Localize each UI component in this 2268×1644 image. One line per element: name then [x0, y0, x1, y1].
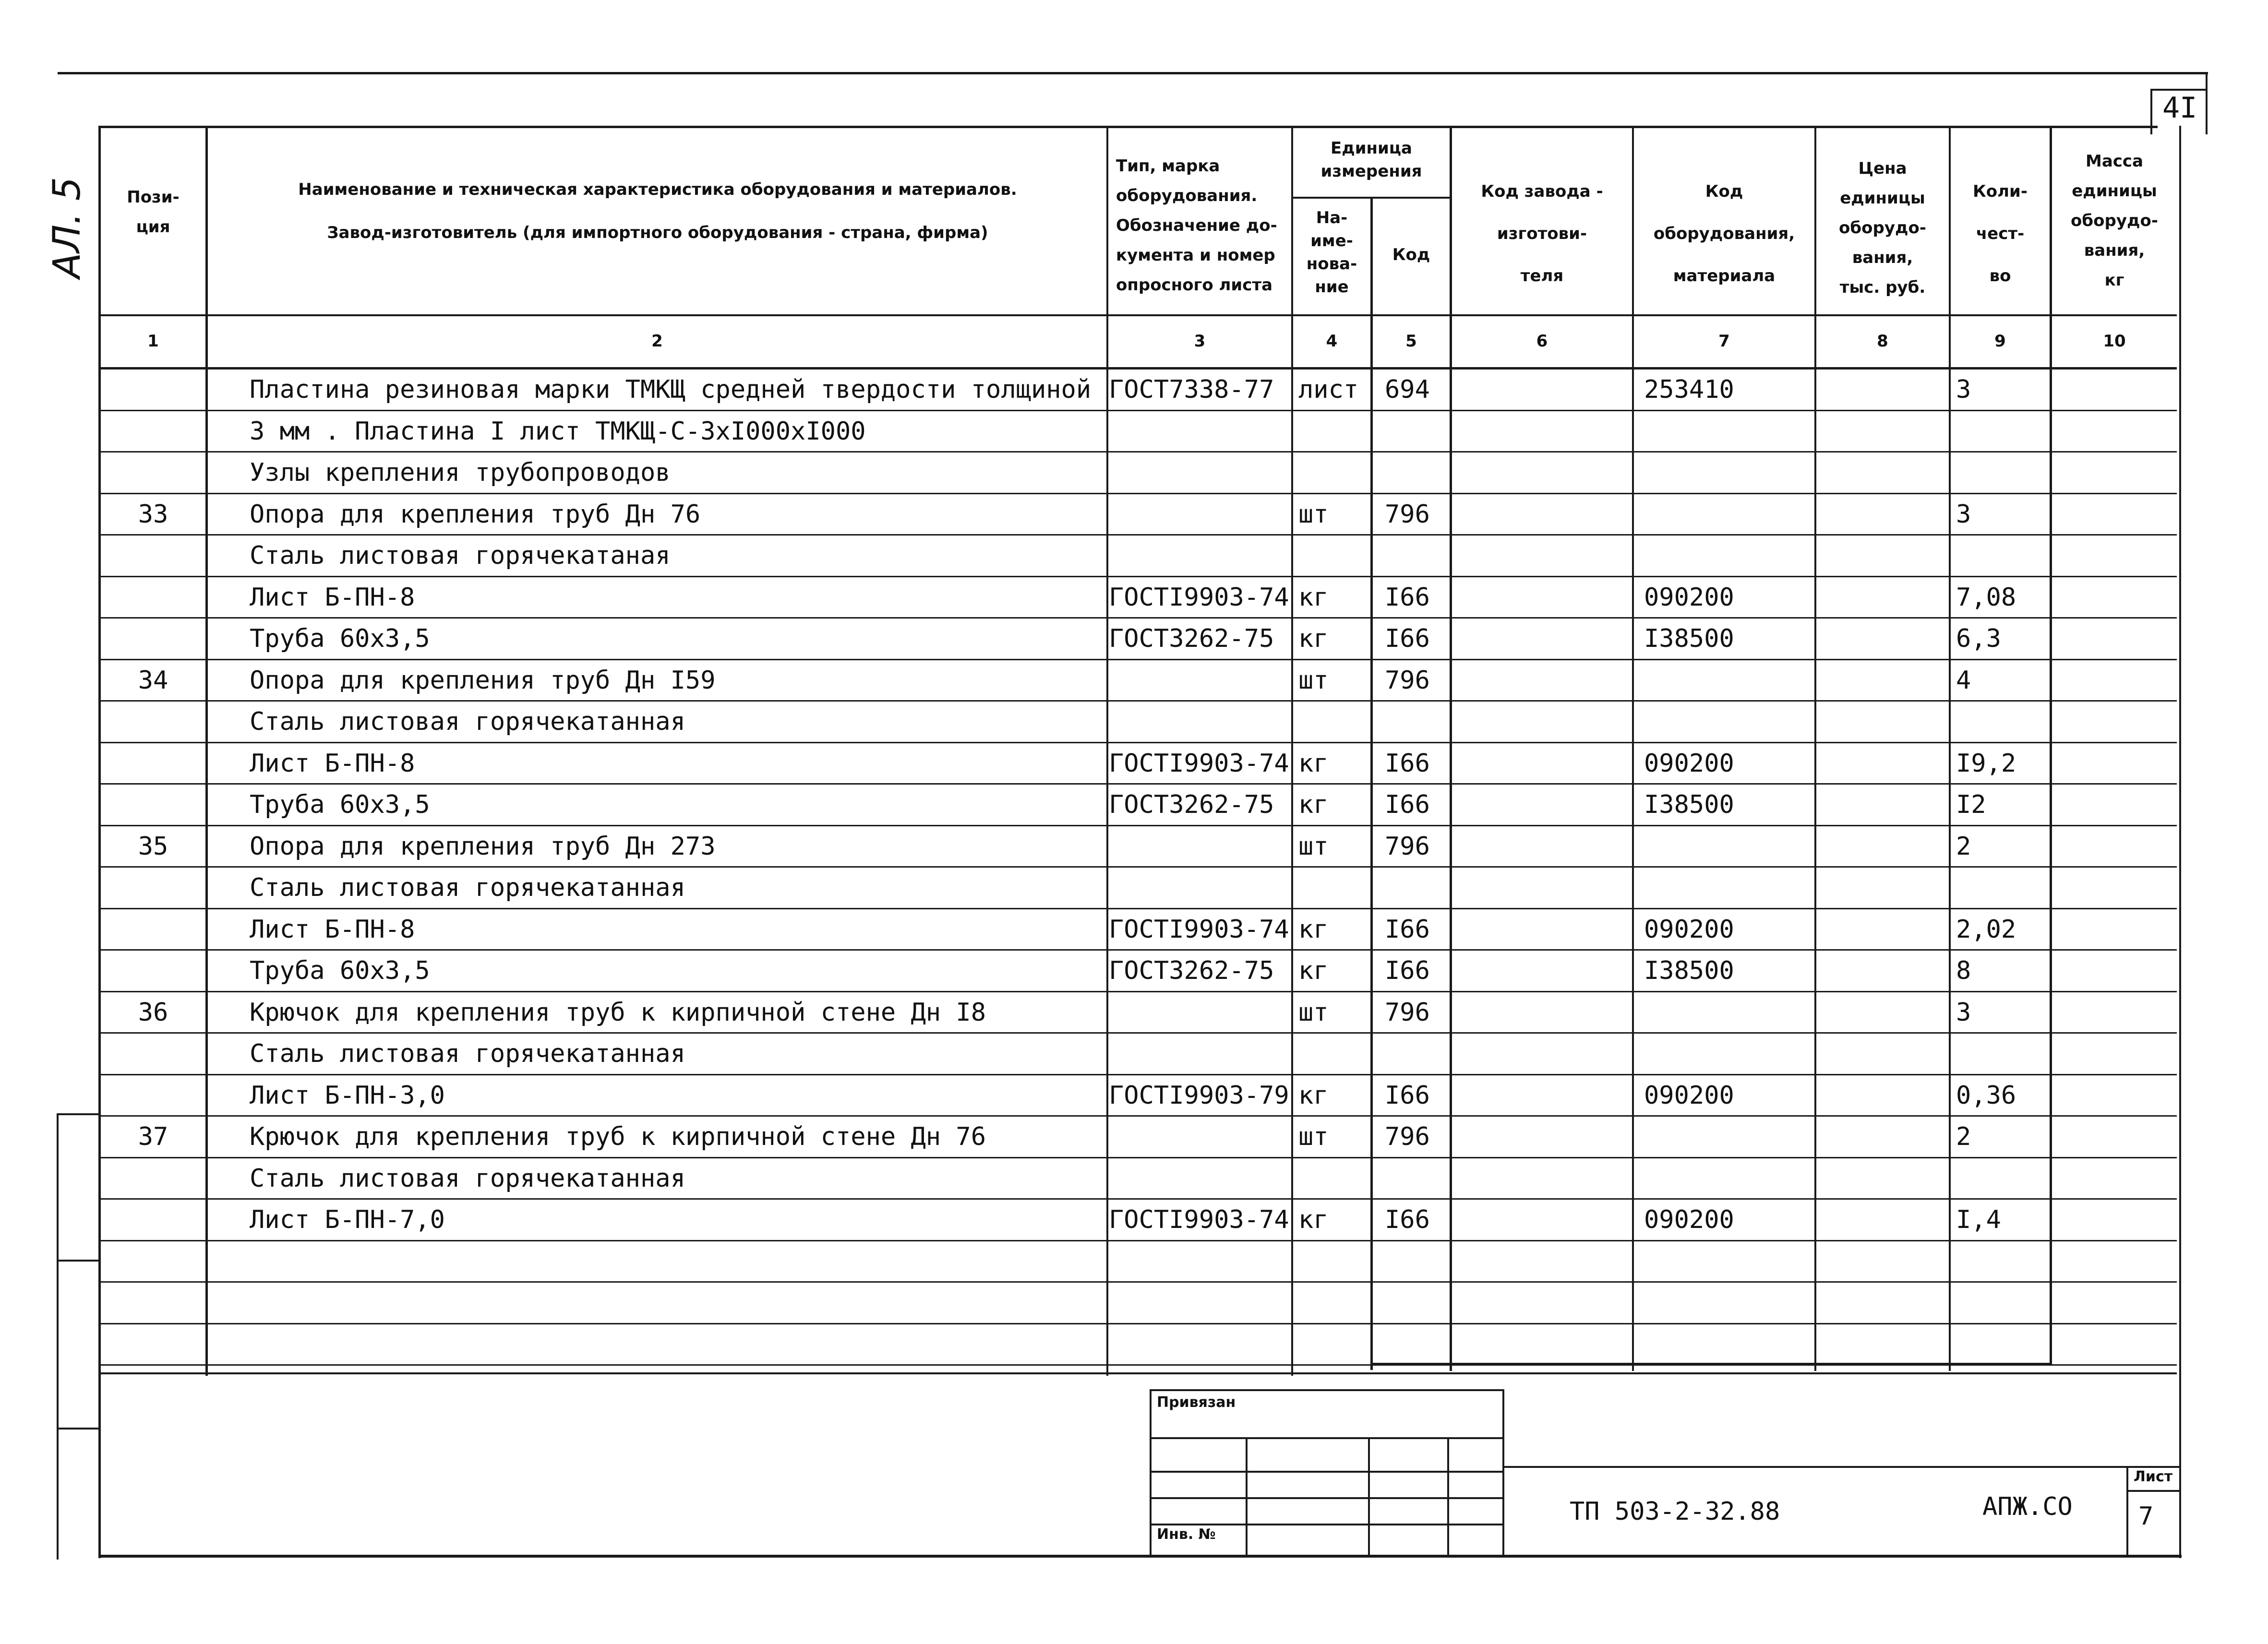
- header-doc: Тип, марка оборудования. Обозначение до- кумента и номер опросного листа: [1116, 156, 1277, 295]
- cell-ucode: I66: [1385, 956, 1430, 985]
- cell-unit: кг: [1298, 915, 1329, 944]
- cell-ucode: 796: [1385, 666, 1430, 695]
- row-divider: [98, 1323, 2177, 1324]
- cell-ucode: I66: [1385, 915, 1430, 944]
- cell-ucode: I66: [1385, 749, 1430, 778]
- cell-qty: I,4: [1956, 1205, 2001, 1234]
- row-divider: [98, 617, 2177, 619]
- header-unit: Единица измерения: [1320, 139, 1422, 181]
- col-number: 7: [1718, 332, 1730, 351]
- cell-ucode: 694: [1385, 375, 1430, 404]
- stamp-section: АПЖ.СО: [1982, 1492, 2073, 1521]
- header-unit-code: Код: [1392, 245, 1430, 264]
- row-divider: [98, 659, 2177, 660]
- cell-unit: шт: [1298, 1122, 1329, 1151]
- cell-doc: ГОСТI9903-79: [1109, 1081, 1289, 1110]
- cell-qty: I2: [1956, 790, 1986, 819]
- cell-name: Лист Б-ПН-3,0: [250, 1081, 445, 1110]
- cell-name: Крючок для крепления труб к кирпичной стене Дн 76: [250, 1122, 986, 1151]
- cell-qty: 3: [1956, 375, 1971, 404]
- col-number: 4: [1326, 332, 1338, 351]
- cell-eqcode: I38500: [1644, 956, 1734, 985]
- stamp-inv-label: Инв. №: [1157, 1526, 1216, 1543]
- col-number: 9: [1994, 332, 2006, 351]
- row-divider: [98, 1115, 2177, 1117]
- cell-ucode: 796: [1385, 998, 1430, 1027]
- cell-name: Опора для крепления труб Дн 273: [250, 832, 716, 861]
- cell-pos: 34: [138, 666, 168, 695]
- cell-name: Узлы крепления трубопроводов: [250, 458, 671, 487]
- cell-unit: шт: [1298, 666, 1329, 695]
- col-number: 1: [147, 332, 159, 351]
- cell-qty: 8: [1956, 956, 1971, 985]
- header-pos: Пози- ция: [127, 188, 180, 237]
- cell-eqcode: 090200: [1644, 915, 1734, 944]
- cell-qty: 3: [1956, 500, 1971, 529]
- cell-unit: шт: [1298, 500, 1329, 529]
- cell-name: Опора для крепления труб Дн 76: [250, 500, 701, 529]
- cell-qty: 4: [1956, 666, 1971, 695]
- cell-name: Сталь листовая горячекатанная: [250, 1039, 685, 1068]
- cell-qty: 2: [1956, 1122, 1971, 1151]
- cell-doc: ГОСТI9903-74: [1109, 583, 1289, 612]
- cell-eqcode: 090200: [1644, 1081, 1734, 1110]
- cell-ucode: 796: [1385, 832, 1430, 861]
- cell-ucode: I66: [1385, 583, 1430, 612]
- cell-eqcode: 090200: [1644, 1205, 1734, 1234]
- col-number: 5: [1405, 332, 1417, 351]
- cell-eqcode: 090200: [1644, 583, 1734, 612]
- stamp-sheet-value: 7: [2138, 1502, 2154, 1531]
- cell-unit: кг: [1298, 583, 1329, 612]
- cell-eqcode: 253410: [1644, 375, 1734, 404]
- col-number: 2: [651, 332, 663, 351]
- cell-eqcode: 090200: [1644, 749, 1734, 778]
- row-divider: [98, 1281, 2177, 1283]
- cell-name: Сталь листовая горячекатанная: [250, 873, 685, 902]
- cell-name: Сталь листовая горячекатанная: [250, 707, 685, 736]
- cell-unit: кг: [1298, 1205, 1329, 1234]
- col-number: 6: [1536, 332, 1548, 351]
- cell-unit: лист: [1298, 375, 1359, 404]
- stamp-doc-code: ТП 503-2-32.88: [1570, 1497, 1780, 1526]
- cell-qty: 0,36: [1956, 1081, 2016, 1110]
- row-divider: [98, 1032, 2177, 1034]
- cell-qty: I9,2: [1956, 749, 2016, 778]
- cell-ucode: I66: [1385, 624, 1430, 653]
- cell-name: Сталь листовая горячекатанная: [250, 1164, 685, 1193]
- header-name-2: Завод-изготовитель (для импортного оборудования - страна, фирма): [327, 223, 988, 242]
- row-divider: [98, 1074, 2177, 1075]
- cell-doc: ГОСТ3262-75: [1109, 790, 1274, 819]
- row-divider: [98, 908, 2177, 909]
- header-price: Цена единицы оборудо- вания, тыс. руб.: [1839, 159, 1926, 297]
- row-divider: [98, 1157, 2177, 1158]
- cell-ucode: I66: [1385, 1205, 1430, 1234]
- row-divider: [98, 493, 2177, 494]
- row-divider: [98, 1364, 2177, 1366]
- cell-pos: 36: [138, 998, 168, 1027]
- header-name-1: Наименование и техническая характеристика оборудования и материалов.: [298, 180, 1017, 199]
- cell-name: Опора для крепления труб Дн I59: [250, 666, 716, 695]
- stamp-sheet-label: Лист: [2134, 1468, 2173, 1485]
- cell-unit: кг: [1298, 1081, 1329, 1110]
- header-eqcode: Код оборудования, материала: [1653, 182, 1795, 286]
- cell-doc: ГОСТ3262-75: [1109, 956, 1274, 985]
- cell-qty: 7,08: [1956, 583, 2016, 612]
- col-number: 3: [1194, 332, 1206, 351]
- cell-name: Лист Б-ПН-8: [250, 915, 415, 944]
- cell-qty: 3: [1956, 998, 1971, 1027]
- cell-ucode: 796: [1385, 500, 1430, 529]
- header-mass: Масса единицы оборудо- вания, кг: [2071, 152, 2158, 290]
- cell-doc: ГОСТI9903-74: [1109, 1205, 1289, 1234]
- header-qty: Коли- чест- во: [1973, 182, 2028, 286]
- cell-name: Крючок для крепления труб к кирпичной стене Дн I8: [250, 998, 986, 1027]
- cell-qty: 6,3: [1956, 624, 2001, 653]
- cell-name: Труба 60х3,5: [250, 624, 430, 653]
- cell-doc: ГОСТ3262-75: [1109, 624, 1274, 653]
- cell-unit: шт: [1298, 832, 1329, 861]
- row-divider: [98, 991, 2177, 992]
- cell-qty: 2: [1956, 832, 1971, 861]
- col-number: 10: [2103, 332, 2126, 351]
- cell-unit: кг: [1298, 624, 1329, 653]
- cell-unit: кг: [1298, 956, 1329, 985]
- cell-ucode: 796: [1385, 1122, 1430, 1151]
- cell-qty: 2,02: [1956, 915, 2016, 944]
- row-divider: [98, 825, 2177, 826]
- row-divider: [98, 534, 2177, 536]
- row-divider: [98, 1198, 2177, 1200]
- stamp-bound-label: Привязан: [1157, 1394, 1236, 1411]
- cell-unit: кг: [1298, 790, 1329, 819]
- cell-name: Пластина резиновая марки ТМКЩ средней твердости толщиной: [250, 375, 1092, 404]
- cell-name: Лист Б-ПН-8: [250, 583, 415, 612]
- cell-pos: 33: [138, 500, 168, 529]
- cell-eqcode: I38500: [1644, 790, 1734, 819]
- sheet-number: 4I: [2162, 91, 2197, 125]
- cell-unit: кг: [1298, 749, 1329, 778]
- header-unit-name: На- име- нова- ние: [1306, 208, 1357, 297]
- cell-name: Сталь листовая горячекатаная: [250, 541, 671, 570]
- margin-mark: АЛ. 5: [46, 177, 89, 278]
- cell-name: Труба 60х3,5: [250, 790, 430, 819]
- cell-pos: 37: [138, 1122, 168, 1151]
- cell-unit: шт: [1298, 998, 1329, 1027]
- row-divider: [98, 1240, 2177, 1241]
- cell-pos: 35: [138, 832, 168, 861]
- row-divider: [98, 410, 2177, 411]
- row-divider: [98, 451, 2177, 453]
- col-number: 8: [1877, 332, 1888, 351]
- cell-ucode: I66: [1385, 1081, 1430, 1110]
- cell-ucode: I66: [1385, 790, 1430, 819]
- row-divider: [98, 742, 2177, 743]
- cell-doc: ГОСТI9903-74: [1109, 915, 1289, 944]
- row-divider: [98, 576, 2177, 577]
- cell-doc: ГОСТ7338-77: [1109, 375, 1274, 404]
- row-divider: [98, 700, 2177, 702]
- row-divider: [98, 949, 2177, 951]
- cell-name: Труба 60х3,5: [250, 956, 430, 985]
- row-divider: [98, 866, 2177, 868]
- cell-name: 3 мм . Пластина I лист ТМКЩ-С-3хI000хI000: [250, 417, 866, 446]
- header-factory: Код завода - изготови- теля: [1481, 182, 1603, 286]
- cell-doc: ГОСТI9903-74: [1109, 749, 1289, 778]
- cell-name: Лист Б-ПН-7,0: [250, 1205, 445, 1234]
- cell-eqcode: I38500: [1644, 624, 1734, 653]
- cell-name: Лист Б-ПН-8: [250, 749, 415, 778]
- row-divider: [98, 783, 2177, 785]
